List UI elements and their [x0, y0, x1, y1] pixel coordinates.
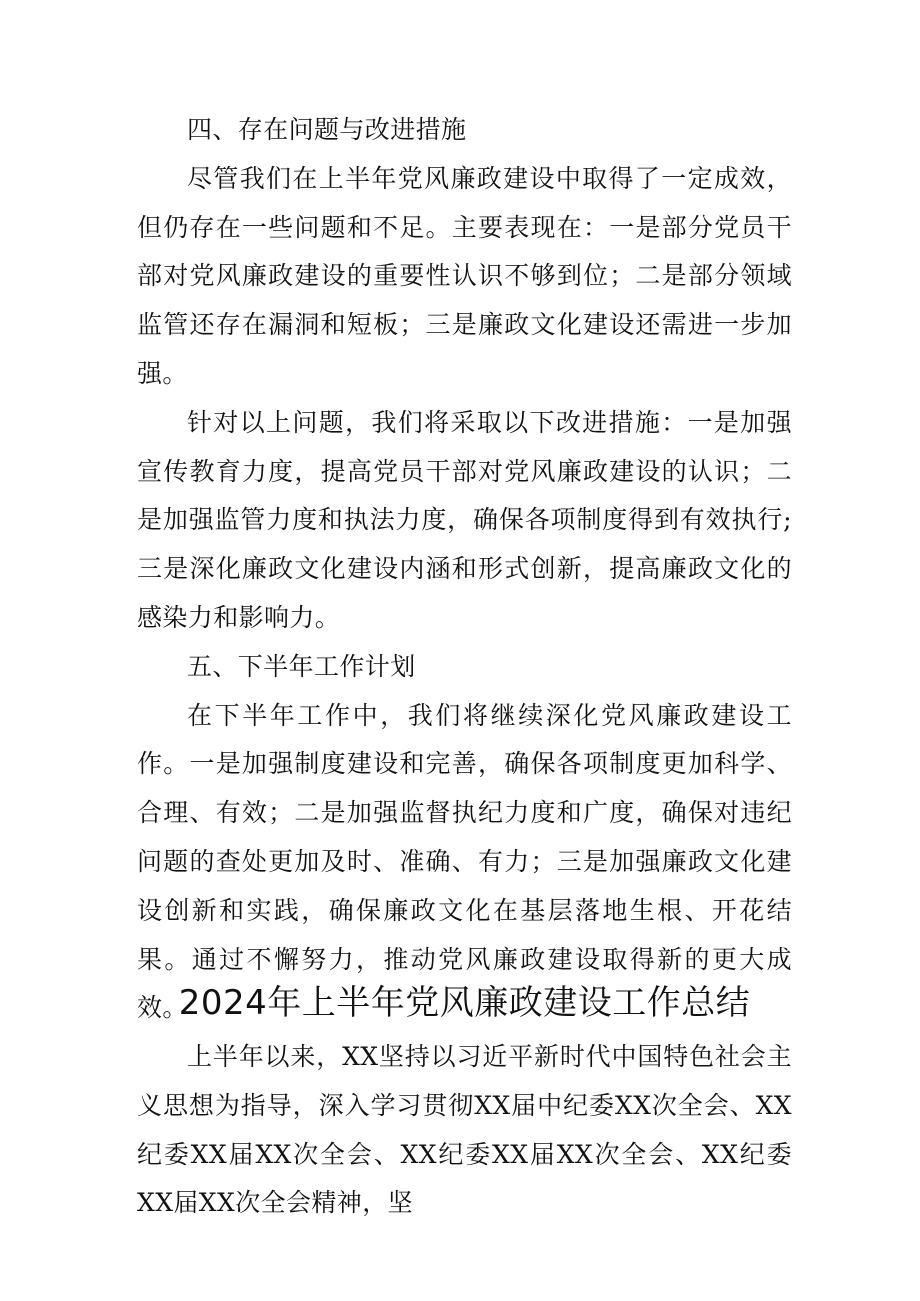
section-heading: 四、存在问题与改进措施 — [187, 115, 467, 144]
body-paragraph: 上半年以来，XX坚持以习近平新时代中国特色社会主义思想为指导，深入学习贯彻XX届中纪委XX次全会、XX纪委XX届XX次全会、XX纪委XX届XX次全会、XX纪委XX届XX次全会精神，坚 — [137, 1042, 792, 1218]
document-title: 2024年上半年党风廉政建设工作总结 — [178, 983, 751, 1023]
section-problems-measures — [137, 106, 792, 1033]
summary-intro — [137, 1033, 792, 1228]
body-paragraph: 尽管我们在上半年党风廉政建设中取得了一定成效，但仍存在一些问题和不足。主要表现在：一是部分党员干部对党风廉政建设的重要性认识不够到位；二是部分领域监管还存在漏洞和短板；三是廉政文化建设还需进一步加强。 — [137, 163, 792, 388]
body-paragraph: 针对以上问题，我们将采取以下改进措施：一是加强宣传教育力度，提高党员干部对党风廉政建设的认识；二是加强监管力度和执法力度，确保各项制度得到有效执行;三是深化廉政文化建设内涵和形式创新，提高廉政文化的感染力和影响力。 — [137, 407, 792, 632]
body-paragraph: 在下半年工作中，我们将继续深化党风廉政建设工作。一是加强制度建设和完善，确保各项制度更加科学、合理、有效；二是加强监督执纪力度和广度，确保对违纪问题的查处更加及时、准确、有力；三是加强廉政文化建设创新和实践，确保廉政文化在基层落地生根、开花结果。通过不懈努力，推动党风廉政建设取得新的更大成效。 — [137, 700, 792, 1023]
section-heading: 五、下半年工作计划 — [187, 651, 416, 681]
